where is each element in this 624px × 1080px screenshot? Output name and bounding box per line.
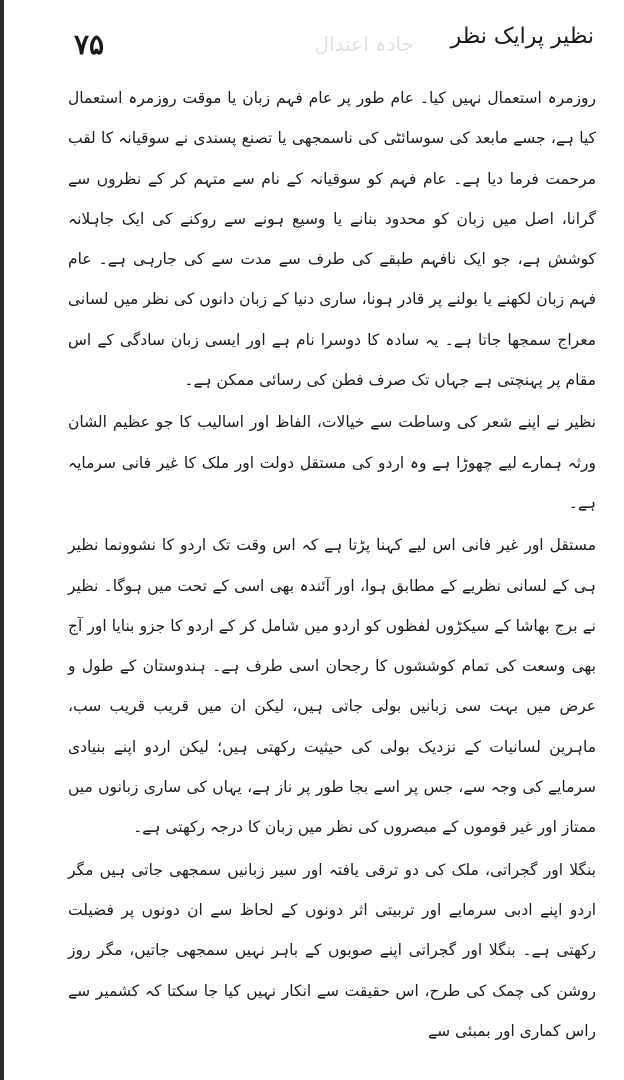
scan-edge-shadow: [0, 0, 4, 1080]
page-header: [62, 18, 594, 68]
paragraph-1: روزمرہ استعمال نہیں کیا۔ عام طور پر عام فہم زبان یا موقت روزمرہ استعمال کیا ہے، جسے مابعد کی سوسائٹی کی ناسمجھی یا تصنع پسندی نے سوقیانہ کا لقب مرحمت فرما دیا ہے۔ عام فہم کو سوقیانہ کے نام سے متہم کر کے نظروں سے گرانا، اصل میں زبان کو محدود بنانے یا وسیع ہونے سے روکنے کی ایک جاہلانہ کوشش ہے، جو ایک نافہم طبقے کی طرف سے مدت سے کی جارہی ہے۔ عام فہم زبان لکھنے یا بولنے پر قادر ہونا، ساری دنیا کے زبان دانوں کی نظر میں لسانی معراج سمجھا جاتا ہے۔ یہ سادہ کا دوسرا نام ہے اور ایسی زبان سادگی کے اس مقام پر پہنچتی ہے جہاں تک صرف فطن کی رسائی ممکن ہے۔: [68, 89, 596, 390]
paragraph-3: مستقل اور غیر فانی اس لیے کہنا پڑتا ہے کہ اس وقت تک اردو کا نشوونما نظیر ہی کے لسانی نظریے کے مطابق ہوا، اور آئندہ بھی اسی کے تحت میں ہوگا۔ نظیر نے برج بھاشا کے سیکڑوں لفظوں کو اردو میں شامل کر کے اردو کا جزو بنایا اور آج بھی وسعت کی تمام کوششوں کا رجحان اسی طرف ہے۔ ہندوستان کے طول و عرض میں بہت سی زبانیں بولی جاتی ہیں، لیکن ان میں قریب قریب سب، ماہرین لسانیات کے نزدیک بولی کی حیثیت رکھتی ہیں؛ لیکن اردو اپنے بنیادی سرمایے کی وجہ سے، جس پر اسے بجا طور پر ناز ہے، یہاں کی ساری زبانوں میں ممتاز اور غیر قوموں کے مبصروں کی نظر میں زبان کا درجہ رکھتی ہے۔: [68, 536, 596, 837]
paragraph-4: بنگلا اور گجراتی، ملک کی دو ترقی یافتہ اور سیر زبانیں سمجھی جاتی ہیں مگر اردو اپنے ادبی سرمایے اور تربیتی اثر دونوں کے لحاظ سے ان دونوں پر فضیلت رکھتی ہے۔ بنگلا اور گجراتی اپنے صوبوں کے باہر نہیں سمجھی جاتیں، مگر روز روشن کی چمک کی طرح، اس حقیقت سے انکار نہیں کیا جا سکتا کہ کشمیر سے راس کماری اور بمبئی سے: [68, 860, 596, 1040]
page-body: [68, 78, 596, 1051]
page-number: ۷۵: [74, 28, 105, 61]
paragraph-2: نظیر نے اپنے شعر کی وساطت سے خیالات، الفاظ اور اسالیب کا جو عظیم الشان ورثہ ہمارے لیے چھوڑا ہے وہ اردو کی مستقل دولت اور ملک کا غیر فانی سرمایہ ہے۔: [68, 413, 596, 512]
show-through-text: جادہ اعتدال: [314, 32, 414, 56]
running-head: نظیر پرایک نظر: [450, 24, 594, 49]
